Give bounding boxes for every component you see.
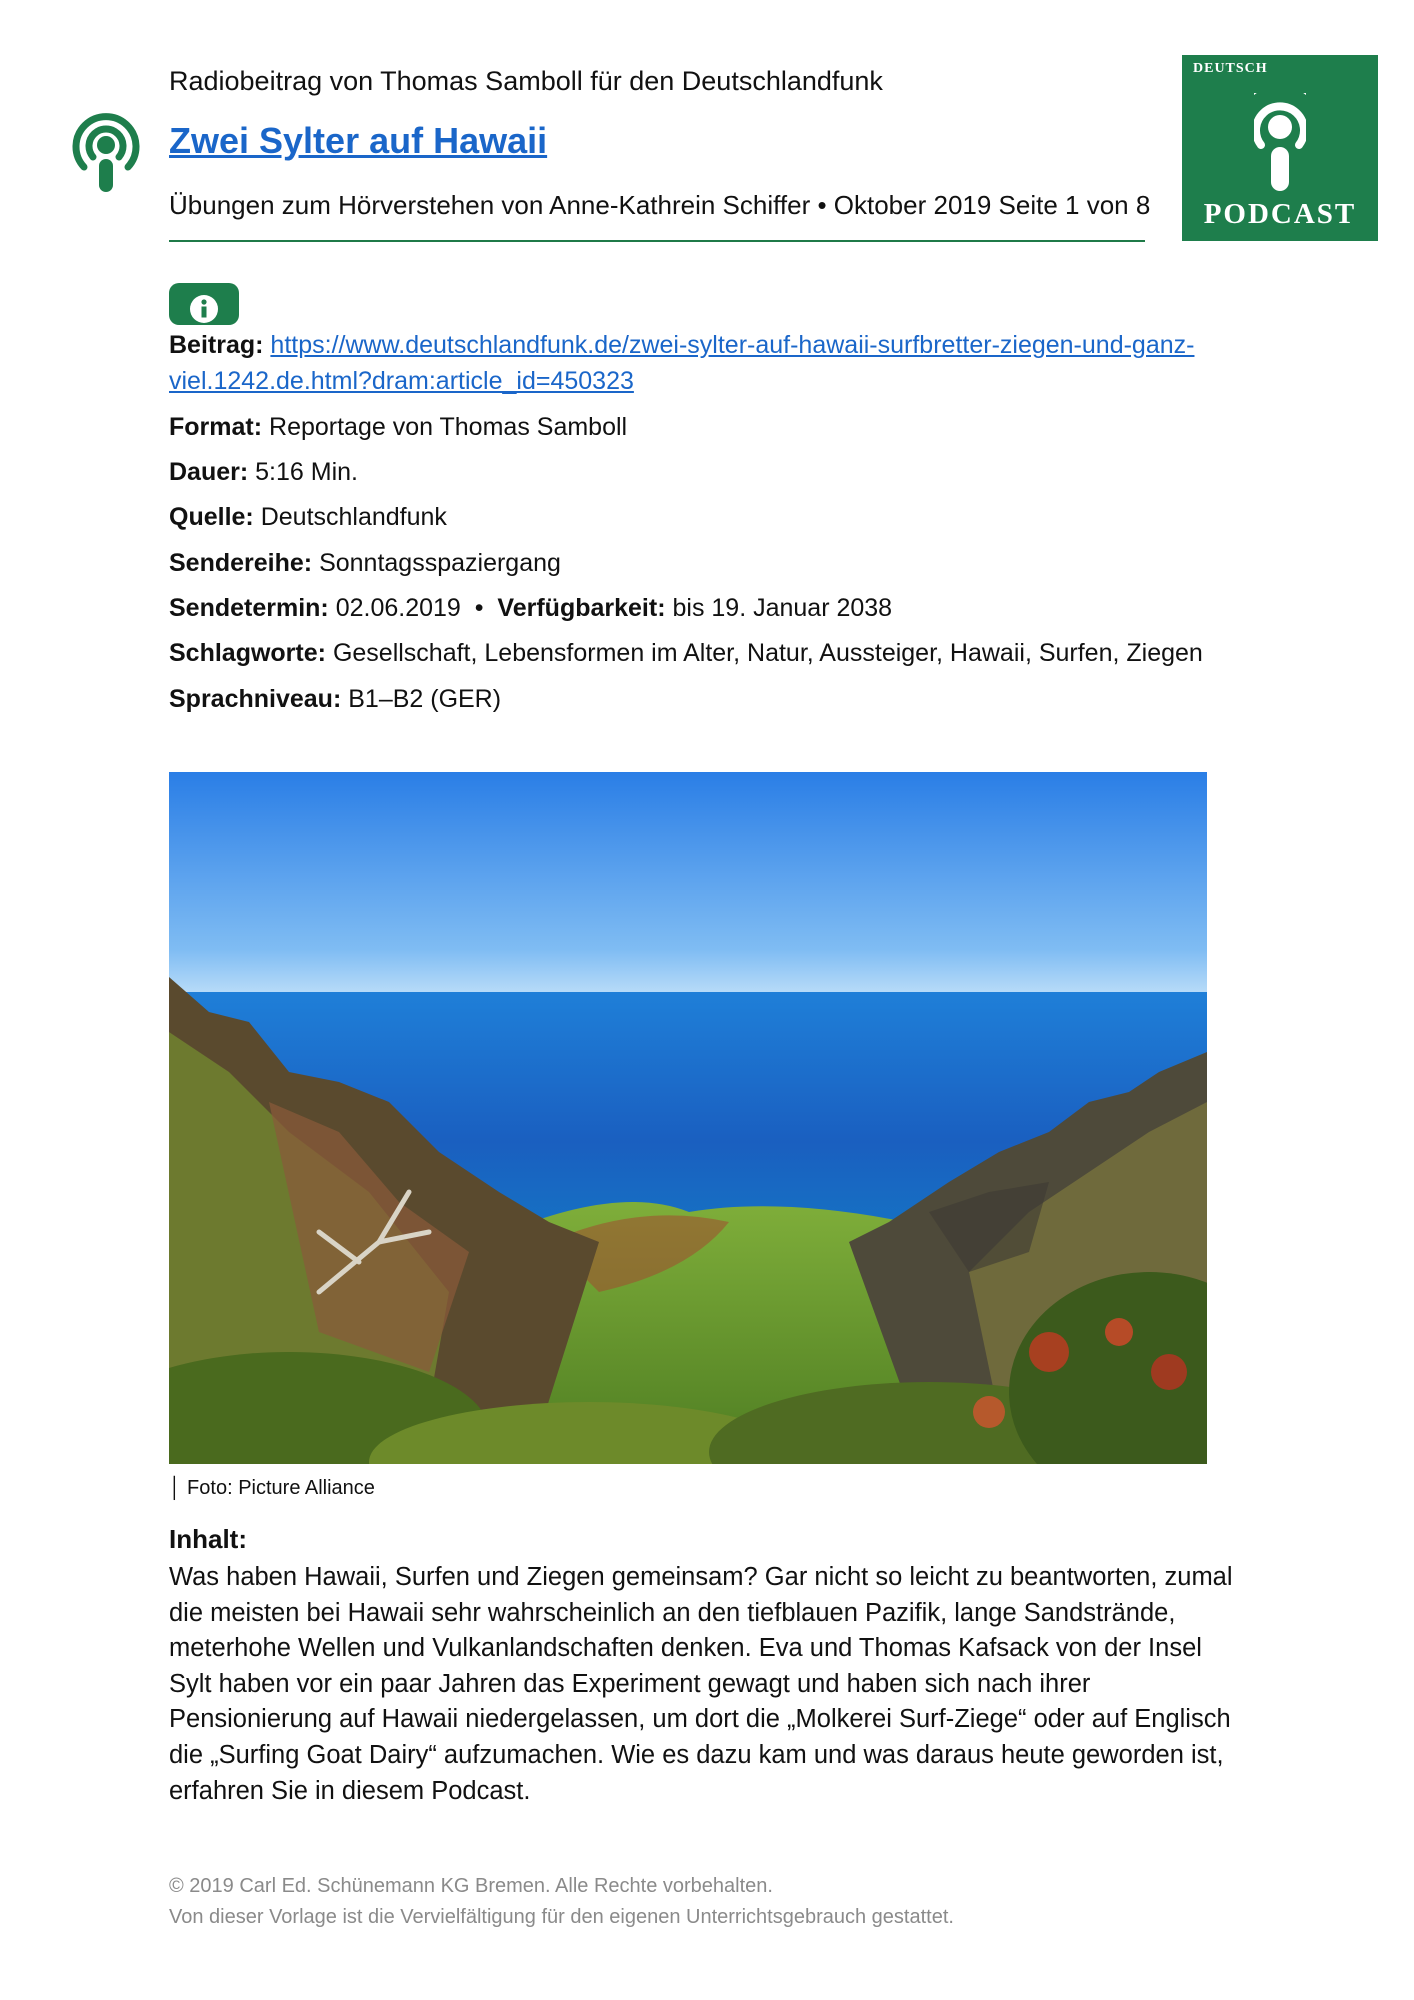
header-byline: Radiobeitrag von Thomas Samboll für den Deutschlandfunk: [169, 66, 883, 96]
quelle-label: Quelle:: [169, 503, 254, 531]
meta-sendereihe: [169, 545, 561, 581]
footer-copyright: © 2019 Carl Ed. Schünemann KG Bremen. Alle Rechte vorbehalten.: [169, 1875, 773, 1897]
footer-note: Von dieser Vorlage ist die Vervielfältigung für den eigenen Unterrichtsgebrauch gestattet.: [169, 1906, 954, 1928]
dauer-label: Dauer:: [169, 458, 249, 486]
content-line: Was haben Hawaii, Surfen und Ziegen gemeinsam? Gar nicht so leicht zu beantworten, zumal: [169, 1563, 1233, 1591]
content-heading: Inhalt:: [169, 1524, 247, 1554]
format-value: Reportage von Thomas Samboll: [269, 413, 628, 441]
verfuegbarkeit-value: bis 19. Januar 2038: [672, 594, 893, 622]
sendereihe-label: Sendereihe:: [169, 549, 313, 577]
meta-beitrag-cont: [169, 363, 634, 399]
header-subline: Übungen zum Hörverstehen von Anne-Kathrein Schiffer • Oktober 2019 Seite 1 von 8: [169, 190, 1151, 220]
content-line: die „Surfing Goat Dairy“ aufzumachen. Wie es dazu kam und was daraus heute geworden ist,: [169, 1740, 1224, 1769]
meta-quelle: [169, 499, 447, 535]
page-title[interactable]: Zwei Sylter auf Hawaii: [169, 120, 548, 161]
meta-beitrag: [169, 327, 1194, 363]
schlagworte-value: Gesellschaft, Lebensformen im Alter, Natur, Aussteiger, Hawaii, Surfen, Ziegen: [332, 639, 1203, 667]
content-line: Sylt haben vor ein paar Jahren das Experiment gewagt und haben sich nach ihrer: [169, 1669, 1091, 1698]
meta-format: [169, 409, 627, 445]
meta-sprachniveau: [169, 681, 501, 717]
meta-schlagworte: [169, 635, 1203, 671]
sendetermin-label: Sendetermin:: [169, 594, 329, 622]
meta-separator: •: [474, 594, 484, 622]
sprachniveau-label: Sprachniveau:: [169, 685, 342, 713]
quelle-value: Deutschlandfunk: [260, 503, 447, 531]
dauer-value: 5:16 Min.: [255, 458, 358, 486]
meta-sendetermin: [169, 590, 892, 626]
deutsch-podcast-logo: [1182, 55, 1378, 241]
podcast-icon: [66, 105, 146, 195]
beitrag-link-cont[interactable]: viel.1242.de.html?dram:article_id=450323: [169, 367, 634, 395]
beitrag-label: Beitrag:: [169, 331, 264, 359]
schlagworte-label: Schlagworte:: [169, 639, 326, 667]
content-line: meterhohe Wellen und Vulkanlandschaften denken. Eva und Thomas Kafsack von der Insel: [169, 1634, 1202, 1663]
format-label: Format:: [169, 413, 263, 441]
sprachniveau-value: B1–B2 (GER): [348, 685, 502, 713]
logo-top-label: DEUTSCH: [1193, 61, 1268, 76]
beitrag-link[interactable]: https://www.deutschlandfunk.de/zwei-sylter-auf-hawaii-surfbretter-ziegen-und-ganz-: [270, 331, 1195, 359]
verfuegbarkeit-label: Verfügbarkeit:: [497, 594, 666, 622]
info-icon: [169, 283, 239, 325]
hawaii-landscape-photo: [169, 772, 1207, 1464]
content-line: erfahren Sie in diesem Podcast.: [169, 1776, 531, 1805]
sendetermin-value: 02.06.2019: [335, 594, 461, 622]
sendereihe-value: Sonntagsspaziergang: [319, 549, 561, 577]
podcast-logo-icon: [1254, 93, 1306, 195]
meta-dauer: [169, 454, 358, 490]
content-line: die meisten bei Hawaii sehr wahrscheinlich an den tiefblauen Pazifik, lange Sandstrände,: [169, 1598, 1176, 1627]
header-divider: [169, 240, 1145, 242]
content-line: Pensionierung auf Hawaii niedergelassen, um dort die „Molkerei Surf-Ziege“ oder auf Englisch: [169, 1705, 1231, 1734]
photo-caption: │ Foto: Picture Alliance: [169, 1477, 375, 1499]
logo-bottom-label: PODCAST: [1203, 198, 1357, 230]
content-text: [169, 1560, 1279, 1809]
